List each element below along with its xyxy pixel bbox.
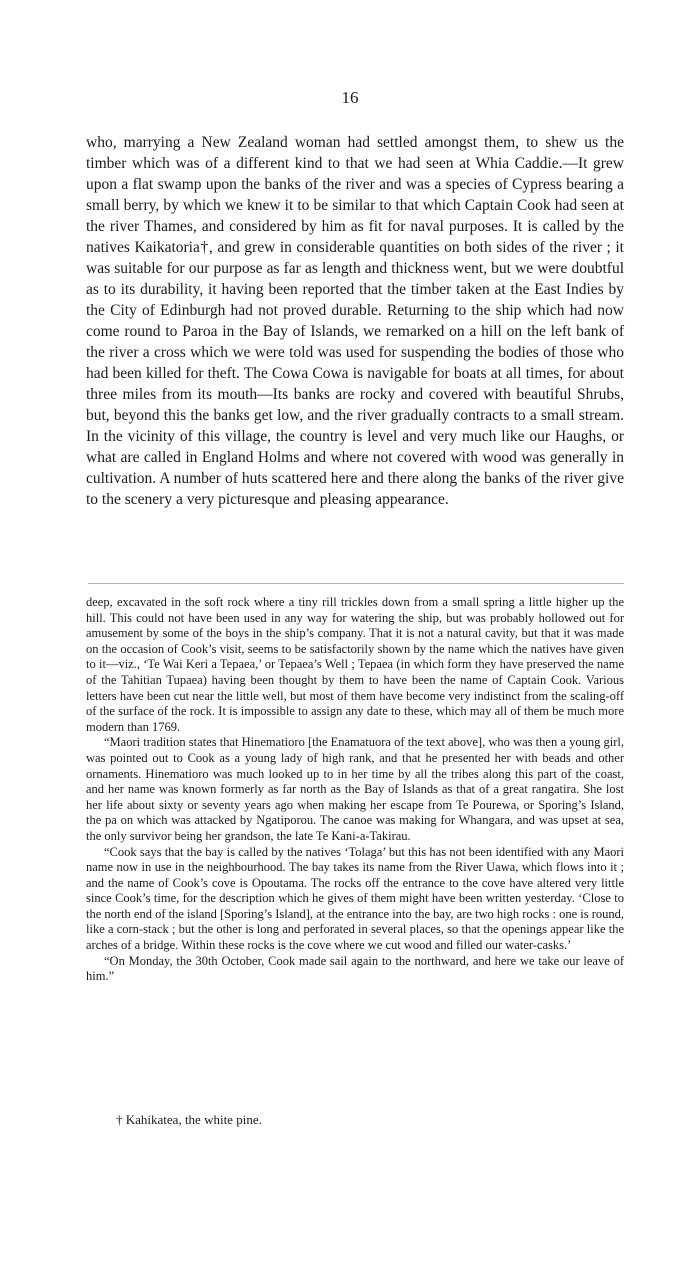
note-paragraph: “On Monday, the 30th October, Cook made sail again to the northward, and here we take our leave of him.” xyxy=(86,953,624,984)
footnote-divider xyxy=(88,583,624,584)
page-number: 16 xyxy=(341,88,359,107)
continued-notes xyxy=(86,595,624,985)
note-paragraph: deep, excavated in the soft rock where a tiny rill trickles down from a small spring a little higher up the hill. This could not have been used in any way for watering the ship, but was probably hollowed out for amusement by some of the boys in the ship’s company. That it is not a natural cavity, but that it was made on the occasion of Cook’s visit, seems to be satisfactorily shown by the name which the natives have given to it—viz., ‘Te Wai Keri a Tepaea,’ or Tepaea’s Well ; Tepaea (in which form they have preserved the name of the Tahitian Tupaea) having been thought by them to have been the name of Captain Cook. Various letters have been cut near the little well, but most of them have become very indistinct from the scaling-off of the surface of the rock. It is impossible to assign any date to these, which may all of them be much more modern than 1769. xyxy=(86,595,624,734)
note-paragraph: “Maori tradition states that Hinematioro [the Enamatuora of the text above], who was then a young girl, was pointed out to Cook as a young lady of high rank, and that he presented her with beads and other ornaments. Hinematioro was much looked up to in her time by all the tribes along this part of the coast, and her name was known formerly as far north as the Bay of Islands as that of a great rangatira. She lost her life about sixty or seventy years ago when making her escape from Te Pourewa, or Sporing’s Island, the pa on which was attacked by Ngatiporou. The canoe was making for Whangara, and was upset at sea, the only survivor being her grandson, the late Te Kani-a-Takirau. xyxy=(86,735,624,843)
main-paragraph: who, marrying a New Zealand woman had settled amongst them, to shew us the timber which was of a different kind to that we had seen at Whia Caddie.—It grew upon a flat swamp upon the banks of the river and was a species of Cypress bearing a small berry, by which we knew it to be similar to that which Captain Cook had seen at the river Thames, and considered by him as fit for naval purposes. It is called by the natives Kaikatoria†, and grew in considerable quantities on both sides of the river ; it was suitable for our purpose as far as length and thickness went, but we were doubtful as to its durability, it having been reported that the timber taken at the East Indies by the City of Edinburgh had not proved durable. Returning to the ship which had now come round to Paroa in the Bay of Islands, we remarked on a hill on the left bank of the river a cross which we were told was used for suspending the bodies of those who had been killed for theft. The Cowa Cowa is navigable for boats at all times, for about three miles from its mouth—Its banks are rocky and covered with beautiful Shrubs, but, beyond this the banks get low, and the river gradually contracts to a small stream. In the vicinity of this village, the country is level and very much like our Haughs, or what are called in England Holms and where not covered with wood was generally in cultivation. A number of huts scattered here and there along the banks of the river give to the scenery a very picturesque and pleasing appearance. xyxy=(86,134,624,508)
note-paragraph: “Cook says that the bay is called by the natives ‘Tolaga’ but this has not been identified with any Maori name now in use in the neighbourhood. The bay takes its name from the River Uawa, which flows into it ; and the name of Cook’s cove is Opoutama. The rocks off the entrance to the cove have altered very little since Cook’s time, for the description which he gives of them might have been written yesterday. ‘Close to the north end of the island [Sporing’s Island], at the entrance into the bay, are two high rocks : one is round, like a corn-stack ; but the other is long and perforated in several places, so that the openings appear like the arches of a bridge. Within these rocks is the cove where we cut wood and filled our water-casks.’ xyxy=(86,844,624,953)
footnote: † Kahikatea, the white pine. xyxy=(116,1112,262,1127)
main-text xyxy=(86,132,624,510)
